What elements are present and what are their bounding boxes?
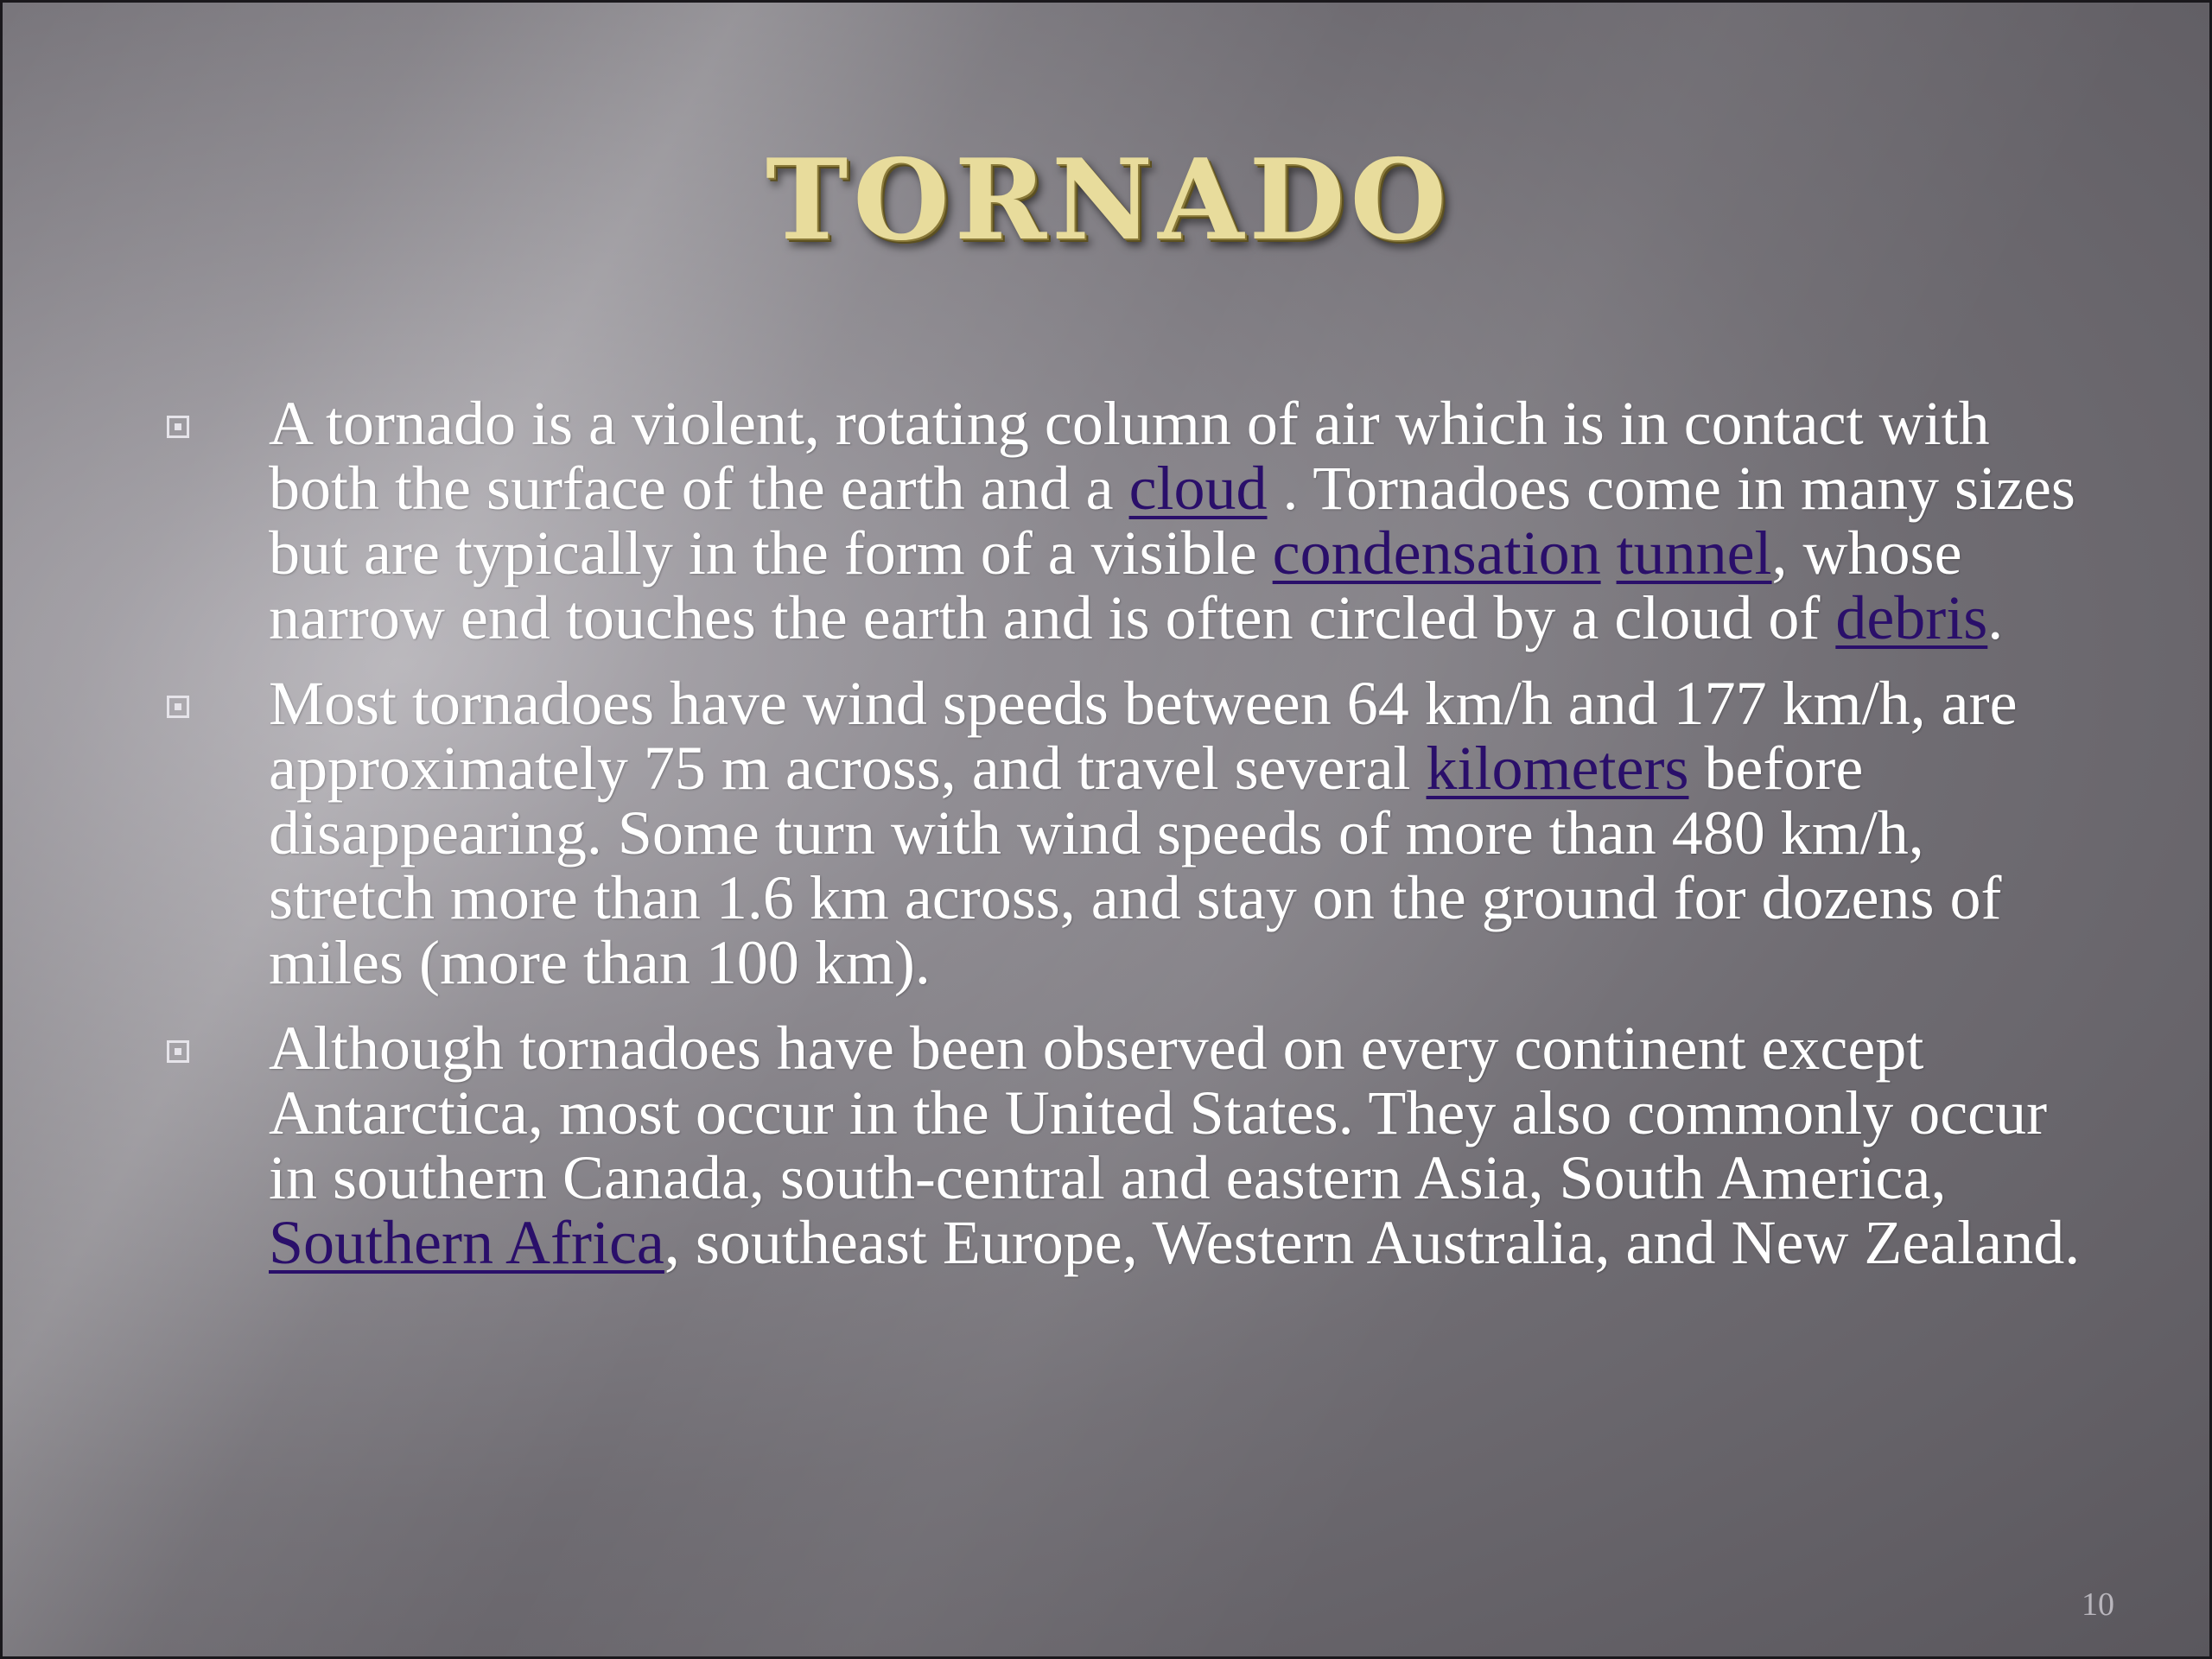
bullet-text: , whose narrow end touches the earth and is often circled by a cloud of: [269, 518, 1962, 652]
slide-title: TORNADO: [766, 136, 1452, 265]
link-kilometers[interactable]: kilometers: [1426, 734, 1689, 803]
link-tunnel[interactable]: tunnel: [1616, 518, 1772, 588]
bullet-text: Although tornadoes have been observed on every continent except Antarctica, most occur in the United States. They also commonly occur in southern Canada, south-central and eastern Asia, South America,: [269, 1014, 2048, 1212]
link-condensation[interactable]: condensation: [1272, 518, 1601, 588]
bullet-text: Most tornadoes have wind speeds between 64 km/h and 177 km/h, are approximately 75 m across, and travel several: [269, 669, 2018, 803]
bullet-text: , southeast Europe, Western Australia, and New Zealand.: [664, 1208, 2081, 1277]
bullet-item-definition: [167, 391, 2102, 651]
bullet-text: A tornado is a violent, rotating column of air which is in contact with both the surface of the earth and a: [269, 389, 1990, 523]
bullet-text: . Tornadoes come in many sizes but are typically in the form of a visible: [269, 454, 2075, 588]
link-cloud[interactable]: cloud: [1128, 454, 1268, 523]
bullet-item-locations: [167, 1016, 2102, 1275]
bullet-text: .: [1987, 583, 2004, 652]
link-debris[interactable]: debris: [1835, 583, 1988, 652]
square-bullet-icon: [167, 696, 189, 718]
bullet-text: [1601, 518, 1617, 588]
square-bullet-icon: [167, 1040, 189, 1063]
bullet-item-wind-speeds: [167, 671, 2102, 995]
bullet-text: before disappearing. Some turn with wind speeds of more than 480 km/h, stretch more than 1.6 km across, and stay on the ground for dozens of miles (more than 100 km).: [269, 734, 2002, 997]
slide-number: 10: [2082, 1586, 2114, 1623]
bullet-list: [167, 391, 2102, 1296]
square-bullet-icon: [167, 416, 189, 438]
link-southern-africa[interactable]: Southern Africa: [269, 1208, 664, 1277]
